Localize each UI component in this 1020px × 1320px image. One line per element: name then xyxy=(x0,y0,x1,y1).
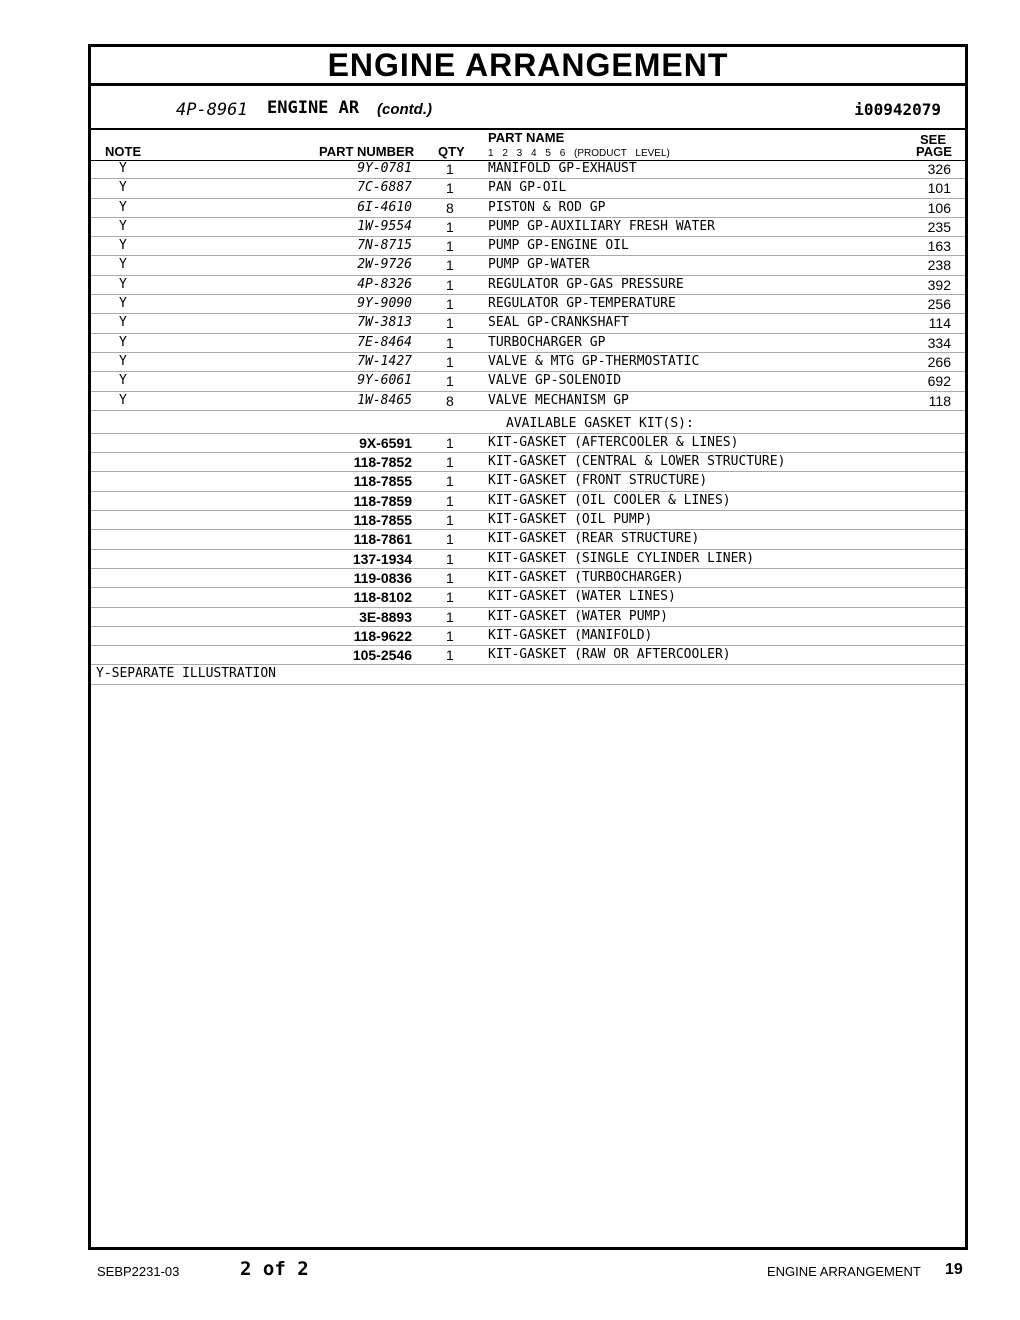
kit-row xyxy=(91,472,965,491)
see-page: 256 xyxy=(927,296,951,313)
kit-row xyxy=(91,646,965,665)
kit-qty: 1 xyxy=(446,512,454,529)
kit-part-number: 105-2546 xyxy=(352,647,412,664)
part-row xyxy=(91,237,965,256)
page-footer xyxy=(0,1256,1020,1286)
col-qty: QTY xyxy=(438,144,465,159)
see-page: 235 xyxy=(927,218,951,235)
part-row xyxy=(91,160,965,179)
parts-list xyxy=(91,160,965,685)
part-name: PAN GP-OIL xyxy=(488,180,567,196)
kit-name: KIT-GASKET (WATER PUMP) xyxy=(488,608,669,624)
kit-row xyxy=(91,550,965,569)
kit-name: KIT-GASKET (REAR STRUCTURE) xyxy=(488,531,700,547)
kit-part-number: 119-0836 xyxy=(353,569,412,586)
kit-name: KIT-GASKET (AFTERCOOLER & LINES) xyxy=(488,434,739,450)
column-headers xyxy=(91,130,965,161)
kits-heading: AVAILABLE GASKET KIT(S): xyxy=(506,415,694,431)
continued-label: (contd.) xyxy=(377,101,432,118)
group-part-number: 4P-8961 xyxy=(176,100,248,120)
kit-name: KIT-GASKET (OIL COOLER & LINES) xyxy=(488,492,731,508)
page-title: ENGINE ARRANGEMENT xyxy=(91,47,965,86)
kit-qty: 1 xyxy=(446,550,454,567)
illustration-id: i00942079 xyxy=(854,100,941,119)
part-name: PISTON & ROD GP xyxy=(488,199,606,215)
part-note: Y xyxy=(119,296,127,312)
kit-part-number: 9X-6591 xyxy=(359,434,412,451)
part-note: Y xyxy=(119,257,127,273)
part-qty: 1 xyxy=(446,296,454,313)
part-number: 2W-9726 xyxy=(357,257,412,273)
kit-name: KIT-GASKET (TURBOCHARGER) xyxy=(488,569,684,585)
part-note: Y xyxy=(119,334,127,350)
kit-name: KIT-GASKET (MANIFOLD) xyxy=(488,627,653,643)
part-number: 6I-4610 xyxy=(357,199,412,215)
footnote-row xyxy=(91,665,965,684)
part-note: Y xyxy=(119,180,127,196)
document-id: SEBP2231-03 xyxy=(97,1264,180,1279)
see-page: 118 xyxy=(928,392,951,409)
part-note: Y xyxy=(119,238,127,254)
part-note: Y xyxy=(119,373,127,389)
footnote: Y-SEPARATE ILLUSTRATION xyxy=(96,666,277,682)
see-page: 106 xyxy=(927,199,951,216)
kit-qty: 1 xyxy=(446,647,454,664)
part-qty: 1 xyxy=(446,238,454,255)
part-row xyxy=(91,218,965,237)
kit-name: KIT-GASKET (SINGLE CYLINDER LINER) xyxy=(488,550,755,566)
part-note: Y xyxy=(119,392,127,408)
kit-row xyxy=(91,511,965,530)
part-name: PUMP GP-AUXILIARY FRESH WATER xyxy=(488,218,715,234)
part-qty: 8 xyxy=(446,392,454,409)
see-page: 101 xyxy=(927,180,951,197)
part-qty: 1 xyxy=(446,315,454,332)
see-page: 326 xyxy=(927,161,951,177)
part-name: SEAL GP-CRANKSHAFT xyxy=(488,315,629,331)
part-note: Y xyxy=(119,315,127,331)
part-number: 9Y-9090 xyxy=(357,296,412,312)
part-row xyxy=(91,276,965,295)
part-qty: 1 xyxy=(446,218,454,235)
col-page: PAGE xyxy=(916,144,952,159)
kit-part-number: 118-7861 xyxy=(353,531,412,548)
col-see: SEE xyxy=(920,132,947,147)
part-number: 7W-3813 xyxy=(357,315,412,331)
kit-part-number: 137-1934 xyxy=(352,550,412,567)
page-number: 19 xyxy=(945,1261,963,1278)
part-qty: 1 xyxy=(446,353,454,370)
part-name: PUMP GP-WATER xyxy=(488,257,590,273)
part-number: 1W-8465 xyxy=(357,392,412,408)
part-row xyxy=(91,295,965,314)
part-note: Y xyxy=(119,276,127,292)
part-qty: 8 xyxy=(446,199,454,216)
kit-qty: 1 xyxy=(446,492,454,509)
part-row xyxy=(91,353,965,372)
kit-row xyxy=(91,453,965,472)
col-part-number: PART NUMBER xyxy=(319,144,415,159)
part-name: PUMP GP-ENGINE OIL xyxy=(488,238,629,254)
col-part-name: PART NAME xyxy=(488,130,565,145)
col-note: NOTE xyxy=(105,144,142,159)
part-number: 7C-6887 xyxy=(357,180,412,196)
kit-name: KIT-GASKET (WATER LINES) xyxy=(488,589,676,605)
see-page: 114 xyxy=(928,315,951,332)
see-page: 334 xyxy=(927,334,951,351)
part-note: Y xyxy=(119,199,127,215)
part-name: VALVE & MTG GP-THERMOSTATIC xyxy=(488,353,700,369)
part-row xyxy=(91,334,965,353)
part-qty: 1 xyxy=(446,334,454,351)
footer-section: ENGINE ARRANGEMENT xyxy=(767,1264,921,1279)
part-number: 9Y-0781 xyxy=(357,161,412,176)
kit-part-number: 118-7852 xyxy=(353,454,412,471)
part-name: REGULATOR GP-GAS PRESSURE xyxy=(488,276,684,292)
kit-name: KIT-GASKET (FRONT STRUCTURE) xyxy=(488,473,708,489)
part-row xyxy=(91,392,965,411)
kit-part-number: 118-7859 xyxy=(353,492,412,509)
part-number: 7N-8715 xyxy=(357,238,412,254)
part-note: Y xyxy=(119,161,127,176)
part-row xyxy=(91,372,965,391)
see-page: 392 xyxy=(927,276,951,293)
kit-qty: 1 xyxy=(446,454,454,471)
part-number: 7E-8464 xyxy=(357,334,412,350)
product-levels: 1 2 3 4 5 6 (PRODUCT LEVEL) xyxy=(488,148,670,159)
part-row xyxy=(91,199,965,218)
page-frame xyxy=(88,44,968,1250)
group-subheader xyxy=(91,86,965,130)
kit-row xyxy=(91,434,965,453)
kit-part-number: 118-7855 xyxy=(353,512,412,529)
part-qty: 1 xyxy=(446,373,454,390)
part-number: 9Y-6061 xyxy=(357,373,412,389)
part-name: VALVE MECHANISM GP xyxy=(488,392,629,408)
part-name: REGULATOR GP-TEMPERATURE xyxy=(488,296,676,312)
kit-name: KIT-GASKET (OIL PUMP) xyxy=(488,512,653,528)
part-number: 7W-1427 xyxy=(357,353,412,369)
kit-part-number: 118-8102 xyxy=(353,589,412,606)
part-note: Y xyxy=(119,353,127,369)
part-qty: 1 xyxy=(446,276,454,293)
see-page: 266 xyxy=(927,353,951,370)
kit-row xyxy=(91,492,965,511)
see-page: 163 xyxy=(927,238,951,255)
part-row xyxy=(91,314,965,333)
kit-row xyxy=(91,588,965,607)
part-row xyxy=(91,179,965,198)
see-page: 692 xyxy=(927,373,951,390)
kit-row xyxy=(91,569,965,588)
part-number: 1W-9554 xyxy=(357,218,412,234)
part-row xyxy=(91,256,965,275)
kit-qty: 1 xyxy=(446,627,454,644)
kit-row xyxy=(91,608,965,627)
part-name: VALVE GP-SOLENOID xyxy=(488,373,622,389)
kit-qty: 1 xyxy=(446,589,454,606)
kits-heading-row xyxy=(91,411,965,434)
group-name: ENGINE AR xyxy=(267,98,360,118)
kit-qty: 1 xyxy=(446,569,454,586)
kit-part-number: 118-9622 xyxy=(353,627,412,644)
part-note: Y xyxy=(119,218,127,234)
kit-name: KIT-GASKET (RAW OR AFTERCOOLER) xyxy=(488,647,731,663)
part-qty: 1 xyxy=(446,161,454,177)
kit-part-number: 3E-8893 xyxy=(359,608,412,625)
part-number: 4P-8326 xyxy=(357,276,412,292)
part-qty: 1 xyxy=(446,257,454,274)
kit-part-number: 118-7855 xyxy=(353,473,412,490)
part-name: MANIFOLD GP-EXHAUST xyxy=(488,161,637,176)
kit-name: KIT-GASKET (CENTRAL & LOWER STRUCTURE) xyxy=(488,454,786,470)
kit-qty: 1 xyxy=(446,434,454,451)
see-page: 238 xyxy=(927,257,951,274)
kit-qty: 1 xyxy=(446,531,454,548)
kit-row xyxy=(91,627,965,646)
kit-qty: 1 xyxy=(446,473,454,490)
part-qty: 1 xyxy=(446,180,454,197)
kit-row xyxy=(91,530,965,549)
part-name: TURBOCHARGER GP xyxy=(488,334,606,350)
page-of: 2 of 2 xyxy=(240,1258,309,1280)
kit-qty: 1 xyxy=(446,608,454,625)
